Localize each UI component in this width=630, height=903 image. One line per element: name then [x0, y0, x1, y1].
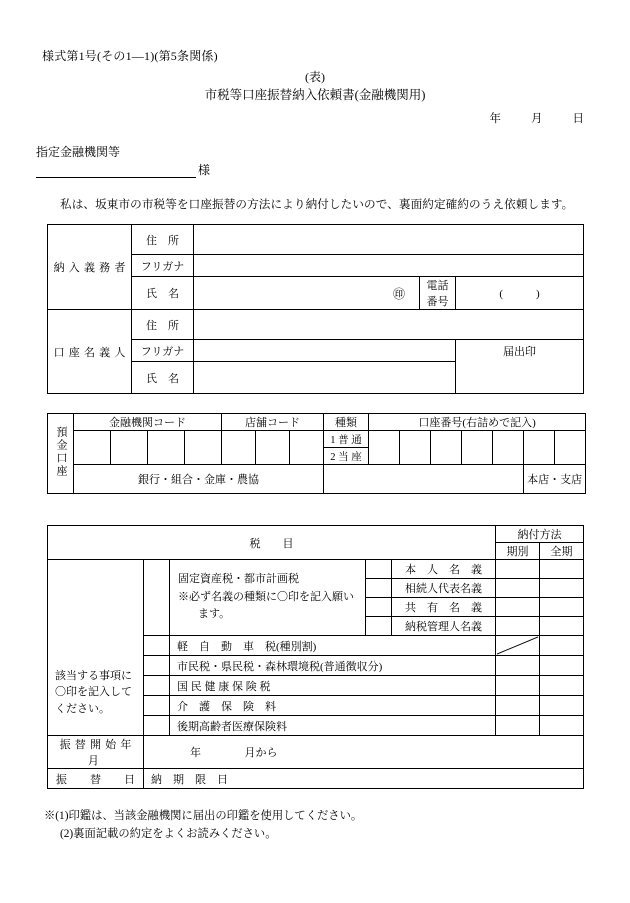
property-tax-name: 固定資産税・都市計画税 [178, 573, 299, 586]
account-number-box-5[interactable] [493, 431, 524, 465]
name-type-label-0: 本 人 名 義 [392, 560, 496, 579]
start-month-input[interactable] [144, 736, 584, 769]
period-cell-row-1[interactable] [496, 656, 540, 676]
account-number-box-6[interactable] [524, 431, 555, 465]
tax-row-checkbox-0[interactable] [144, 636, 170, 656]
name-type-label-2: 共 有 名 義 [392, 598, 496, 617]
table-row [48, 526, 584, 543]
tax-item-header: 税 目 [48, 526, 496, 560]
bank-code-box-2[interactable] [111, 431, 148, 465]
period-cell-row-3[interactable] [496, 696, 540, 716]
period-cell-row-2[interactable] [496, 676, 540, 696]
full-cell-row-3[interactable] [540, 696, 584, 716]
name-type-label-3: 納税管理人名義 [392, 617, 496, 636]
footer-notes [44, 808, 362, 843]
branch-kind-cell[interactable]: 本店・支店 [524, 465, 586, 494]
name-type-checkbox-1[interactable] [366, 579, 392, 598]
due-date-cell[interactable] [144, 769, 584, 789]
transfer-day-label: 振 替 日 [48, 769, 144, 789]
full-cell-property-2[interactable] [540, 598, 584, 617]
holder-furigana-input[interactable] [194, 340, 456, 362]
bank-code-box-1[interactable] [74, 431, 111, 465]
tax-row-checkbox-1[interactable] [144, 656, 170, 676]
table-row [48, 769, 584, 789]
account-number-box-2[interactable] [400, 431, 431, 465]
full-cell-property-0[interactable] [540, 560, 584, 579]
due-date-label: 納 期 限 日 [151, 773, 228, 786]
branch-code-box-3[interactable] [290, 431, 324, 465]
tax-row-checkbox-2[interactable] [144, 676, 170, 696]
designated-institution-label: 指定金融機関等 [36, 145, 121, 159]
seal-icon: ㊞ [392, 286, 405, 301]
period-cell-row-0[interactable] [496, 636, 540, 656]
date-day-label: 日 [572, 113, 584, 125]
table-row [48, 736, 584, 769]
deposit-account-vertical-label: 預金口座 [48, 414, 74, 494]
full-cell-property-1[interactable] [540, 579, 584, 598]
payer-furigana-label: フリガナ [132, 255, 194, 277]
branch-code-header: 店舗コード [222, 414, 324, 431]
tax-row-label-0: 軽 自 動 車 税(種別割) [170, 636, 496, 656]
form-number: 様式第1号(その1—1)(第5条関係) [42, 49, 218, 63]
holder-furigana-label: フリガナ [132, 340, 194, 362]
account-number-box-1[interactable] [369, 431, 400, 465]
tax-row-label-2: 国 民 健 康 保 険 税 [170, 676, 496, 696]
account-number-header: 口座番号(右詰めで記入) [369, 414, 586, 431]
table-row [48, 310, 584, 340]
date-month-label: 月 [531, 113, 543, 125]
full-cell-property-3[interactable] [540, 617, 584, 636]
payer-address-label: 住 所 [132, 225, 194, 255]
property-tax-note-1: ※必ず名義の種類に〇印を記入願い [178, 590, 354, 603]
branch-code-box-1[interactable] [222, 431, 256, 465]
by-period-header: 期別 [496, 543, 540, 560]
instruction-cell [48, 560, 144, 736]
payer-name-label: 氏 名 [132, 277, 194, 310]
document-title: 市税等口座振替納入依頼書(金融機関用) [204, 88, 426, 102]
full-cell-row-1[interactable] [540, 656, 584, 676]
tax-row-label-3: 介 護 保 険 料 [170, 696, 496, 716]
holder-address-input[interactable] [194, 310, 584, 340]
bank-code-box-4[interactable] [185, 431, 222, 465]
account-type-option-futsu[interactable]: 1 普 通 [324, 431, 369, 448]
start-year-text: 年 [190, 747, 201, 759]
holder-name-input[interactable] [194, 362, 456, 394]
deposit-account-table [47, 413, 586, 494]
account-number-box-4[interactable] [462, 431, 493, 465]
period-cell-property-2[interactable] [496, 598, 540, 617]
intro-statement: 私は、坂東市の市税等を口座振替の方法により納付したいので、裏面約定確約のうえ依頼します。 [60, 198, 574, 211]
designated-institution-input[interactable] [36, 161, 196, 178]
period-cell-property-1[interactable] [496, 579, 540, 598]
name-type-label-1: 相続人代表名義 [392, 579, 496, 598]
account-number-box-3[interactable] [431, 431, 462, 465]
phone-label-line2: 番号 [426, 296, 449, 308]
payer-address-input[interactable] [194, 225, 584, 255]
account-number-box-7[interactable] [555, 431, 586, 465]
table-row [48, 414, 586, 431]
tax-row-checkbox-3[interactable] [144, 696, 170, 716]
tax-items-table [47, 525, 584, 789]
property-tax-checkbox[interactable] [144, 560, 170, 636]
property-tax-label [170, 560, 366, 636]
property-tax-note-2: ます。 [198, 608, 231, 621]
period-cell-property-3[interactable] [496, 617, 540, 636]
instruction-text: 該当する事項に 〇印を記入して ください。 [55, 669, 132, 715]
table-row [48, 465, 586, 494]
tax-row-label-1: 市民税・県民税・森林環境税(普通徴収分) [170, 656, 496, 676]
diagonal-strike-icon [496, 636, 539, 655]
bank-code-box-3[interactable] [148, 431, 185, 465]
bank-code-header: 金融機関コード [74, 414, 222, 431]
name-type-checkbox-0[interactable] [366, 560, 392, 579]
full-period-header: 全期 [540, 543, 584, 560]
footer-note-1: ※(1)印鑑は、当該金融機関に届出の印鑑を使用してください。 [44, 810, 363, 822]
full-cell-row-2[interactable] [540, 676, 584, 696]
footer-note-2: (2)裏面記載の約定をよくお読みください。 [60, 827, 277, 840]
payer-name-input[interactable] [194, 277, 420, 310]
holder-name-label: 氏 名 [132, 362, 194, 394]
full-cell-row-4[interactable] [540, 716, 584, 736]
tax-row-label-4: 後期高齢者医療保険料 [170, 716, 496, 736]
payer-label-cell: 納入義務者 [48, 225, 132, 310]
payer-table [47, 224, 584, 394]
tax-row-checkbox-4[interactable] [144, 716, 170, 736]
account-type-option-toza[interactable]: 2 当 座 [324, 448, 369, 465]
table-row [48, 560, 584, 579]
phone-label-cell [420, 277, 456, 310]
registered-seal-box[interactable]: 届出印 [456, 340, 584, 394]
account-type-header: 種類 [324, 414, 369, 431]
name-type-checkbox-3[interactable] [366, 617, 392, 636]
date-line [490, 110, 585, 126]
phone-input[interactable]: ( ) [456, 277, 584, 310]
phone-label-line1: 電話 [426, 280, 449, 292]
front-side-marker: (表) [305, 70, 325, 84]
payment-method-header: 納付方法 [496, 526, 584, 543]
branch-code-box-2[interactable] [256, 431, 290, 465]
full-cell-row-0[interactable] [540, 636, 584, 656]
branch-name-input[interactable] [324, 465, 524, 494]
holder-address-label: 住 所 [132, 310, 194, 340]
name-type-checkbox-2[interactable] [366, 598, 392, 617]
period-cell-row-4[interactable] [496, 716, 540, 736]
date-year-label: 年 [489, 113, 501, 125]
institution-name-input[interactable]: 銀行・組合・金庫・農協 [74, 465, 324, 494]
table-row [48, 225, 584, 255]
period-cell-property-0[interactable] [496, 560, 540, 579]
start-month-label: 振替開始年月 [48, 736, 144, 769]
holder-label-cell: 口座名義人 [48, 310, 132, 394]
designated-institution-honorific: 様 [198, 163, 211, 177]
payer-furigana-input[interactable] [194, 255, 584, 277]
start-month-text: 月から [244, 747, 278, 759]
table-row [48, 431, 586, 448]
